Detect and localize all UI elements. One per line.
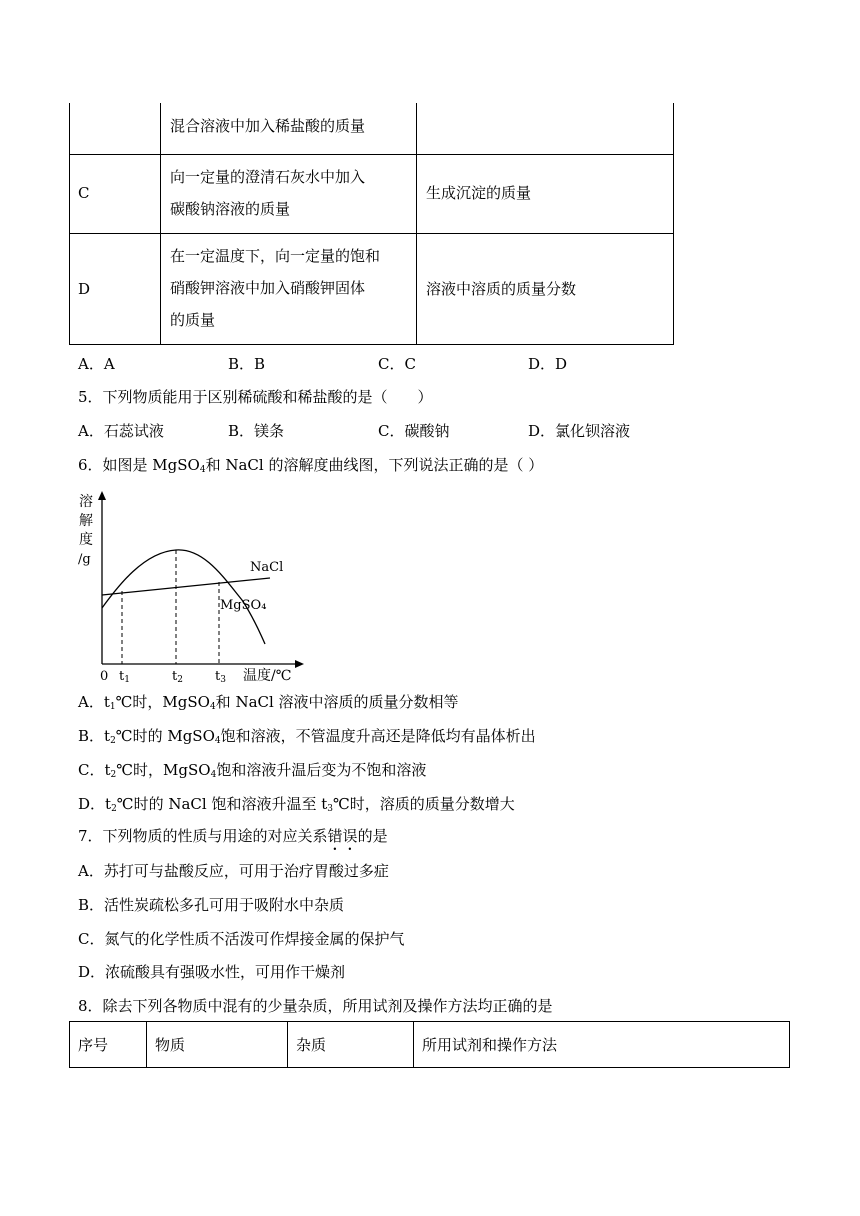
q4-option-d: D．D <box>528 355 568 373</box>
q7-option-c: C．氮气的化学性质不活泼可作焊接金属的保护气 <box>78 930 405 948</box>
table-row <box>170 110 365 142</box>
q5-stem: 5．下列物质能用于区别稀硫酸和稀盐酸的是（ ） <box>78 388 433 406</box>
q6-option-b: B．$t_2℃$时的 MgSO$_4$饱和溶液，不管温度升高还是降低均有晶体析出 <box>78 727 536 746</box>
series-label-nacl: NaCl <box>250 560 284 575</box>
q6-option-a: A．$t_1℃$时，MgSO$_4$和 NaCl 溶液中溶质的质量分数相等 <box>78 693 459 712</box>
q7-stem: 7．下列物质的性质与用途的对应关系错误的是 <box>78 827 388 845</box>
q5-option-a: A．石蕊试液 <box>78 422 164 440</box>
solubility-graph <box>72 488 312 688</box>
q4-option-c: C．C <box>378 355 416 373</box>
series-label-mgso4: MgSO₄ <box>220 598 267 613</box>
q6-option-d: D．$t_2℃$时的 NaCl 饱和溶液升温至 $t_3℃$时，溶质的质量分数增大 <box>78 795 515 814</box>
emphasis-text: 错误 <box>327 827 358 845</box>
table-cell: 向一定量的澄清石灰水中加入 碳酸钠溶液的质量 <box>170 168 366 218</box>
q4-option-a: A．A <box>78 355 115 373</box>
cell-text: 混合溶液中加入稀盐酸的质量 <box>170 117 366 135</box>
row-label-d: D <box>78 280 91 298</box>
x-axis-label: 温度/℃ <box>243 668 292 684</box>
tick-t1: t1 <box>119 669 130 685</box>
q5-option-c: C．碳酸钠 <box>378 422 450 440</box>
y-axis-arrow <box>98 491 106 500</box>
table-cell: 溶液中溶质的质量分数 <box>426 280 577 298</box>
q7-option-b: B．活性炭疏松多孔可用于吸附水中杂质 <box>78 896 345 914</box>
q6-stem: 6．如图是 MgSO$_4$和 NaCl 的溶解度曲线图，下列说法正确的是（ ） <box>78 456 544 475</box>
y-axis-label-1: 溶 <box>79 494 93 510</box>
row-label-c: C <box>78 184 90 202</box>
table-cell: 在一定温度下，向一定量的饱和 硝酸钾溶液中加入硝酸钾固体 的质量 <box>170 247 381 329</box>
origin-label: 0 <box>100 669 109 684</box>
tick-t2: t2 <box>172 669 183 685</box>
nacl-curve <box>102 578 270 595</box>
x-axis-arrow <box>295 660 304 668</box>
mgso4-curve <box>102 550 265 644</box>
q8-header-index: 序号 <box>78 1036 109 1054</box>
q5-option-d: D．氯化钡溶液 <box>528 422 631 440</box>
y-axis-label-4: /g <box>78 552 91 567</box>
tick-t3: t3 <box>215 669 226 685</box>
q6-option-c: C．$t_2℃$时，MgSO$_4$饱和溶液升温后变为不饱和溶液 <box>78 761 427 780</box>
q4-option-b: B．B <box>228 355 266 373</box>
q5-option-b: B．镁条 <box>228 422 285 440</box>
q8-header-impurity: 杂质 <box>296 1036 327 1054</box>
table-cell: 生成沉淀的质量 <box>426 184 532 202</box>
q8-header-method: 所用试剂和操作方法 <box>422 1036 558 1054</box>
y-axis-label-3: 度 <box>79 532 93 548</box>
q8-stem: 8．除去下列各物质中混有的少量杂质，所用试剂及操作方法均正确的是 <box>78 997 553 1015</box>
q7-option-a: A．苏打可与盐酸反应，可用于治疗胃酸过多症 <box>78 862 389 880</box>
q8-header-substance: 物质 <box>155 1036 186 1054</box>
y-axis-label-2: 解 <box>79 513 93 529</box>
q7-option-d: D．浓硫酸具有强吸水性，可用作干燥剂 <box>78 963 346 981</box>
